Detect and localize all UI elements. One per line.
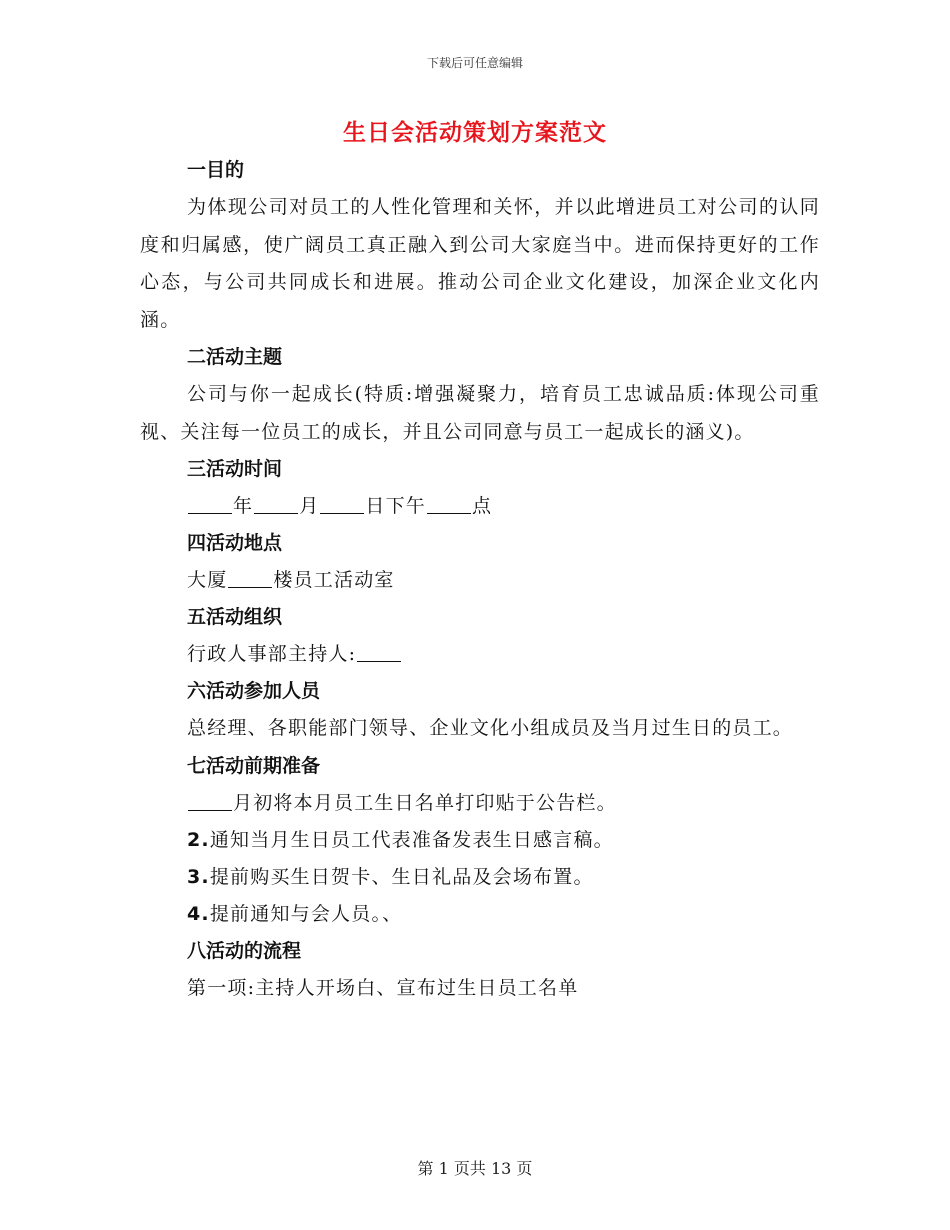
section-body-time xyxy=(140,488,820,525)
section-heading-preparation: 七活动前期准备 xyxy=(187,754,321,777)
blank-line xyxy=(357,660,401,662)
time-day-label: 日下午 xyxy=(365,495,427,517)
header-note: 下载后可任意编辑 xyxy=(426,56,523,70)
section-body-theme: 公司与你一起成长(特质:增强凝聚力，培育员工忠诚品质:体现公司重视、关注每一位员工的成长，并且公司同意与员工一起成长的涵义)。 xyxy=(140,383,820,443)
preparation-item-1 xyxy=(140,785,820,822)
preparation-item-4-number: 4. xyxy=(187,902,210,925)
section-body-participants: 总经理、各职能部门领导、企业文化小组成员及当月过生日的员工。 xyxy=(187,717,794,739)
page-footer: 第 1 页共 13 页 xyxy=(417,1159,533,1178)
time-year-label: 年 xyxy=(233,495,254,517)
section-heading-process: 八活动的流程 xyxy=(187,939,302,962)
preparation-item-4-text: 提前通知与会人员。、 xyxy=(209,902,403,925)
preparation-item-1-text: 月初将本月员工生日名单打印贴于公告栏。 xyxy=(233,791,617,814)
process-item-1: 第一项:主持人开场白、宣布过生日员工名单 xyxy=(187,976,579,999)
blank-line xyxy=(320,512,364,514)
location-prefix: 大厦 xyxy=(187,569,228,591)
section-heading-organization: 五活动组织 xyxy=(187,606,283,628)
section-body-organization xyxy=(140,636,820,673)
section-heading-theme: 二活动主题 xyxy=(187,346,283,368)
section-heading-participants: 六活动参加人员 xyxy=(187,680,321,702)
blank-line xyxy=(427,512,471,514)
preparation-item-2-number: 2. xyxy=(187,828,210,851)
location-suffix: 楼员工活动室 xyxy=(273,569,395,591)
preparation-item-3 xyxy=(140,859,820,896)
preparation-item-2-text: 通知当月生日员工代表准备发表生日感言稿。 xyxy=(209,828,614,851)
time-hour-label: 点 xyxy=(472,495,493,517)
section-heading-time: 三活动时间 xyxy=(187,458,283,480)
section-body-purpose: 为体现公司对员工的人性化管理和关怀，并以此增进员工对公司的认同度和归属感，使广阔员工真正融入到公司大家庭当中。进而保持更好的工作心态，与公司共同成长和进展。推动公司企业文化建设，加深企业文化内涵。 xyxy=(140,196,820,331)
blank-line xyxy=(188,512,232,514)
organization-text: 行政人事部主持人: xyxy=(187,643,357,665)
preparation-item-3-text: 提前购买生日贺卡、生日礼品及会场布置。 xyxy=(209,865,594,888)
blank-line xyxy=(188,809,232,811)
section-heading-purpose: 一目的 xyxy=(187,159,245,181)
time-month-label: 月 xyxy=(299,495,320,517)
blank-line xyxy=(254,512,298,514)
document-title: 生日会活动策划方案范文 xyxy=(343,119,607,146)
blank-line xyxy=(228,586,272,588)
preparation-item-2 xyxy=(140,822,820,859)
section-heading-location: 四活动地点 xyxy=(187,532,283,554)
section-body-location xyxy=(140,562,820,599)
document-body xyxy=(140,152,820,1007)
preparation-item-4 xyxy=(140,896,820,933)
preparation-item-3-number: 3. xyxy=(187,865,210,888)
